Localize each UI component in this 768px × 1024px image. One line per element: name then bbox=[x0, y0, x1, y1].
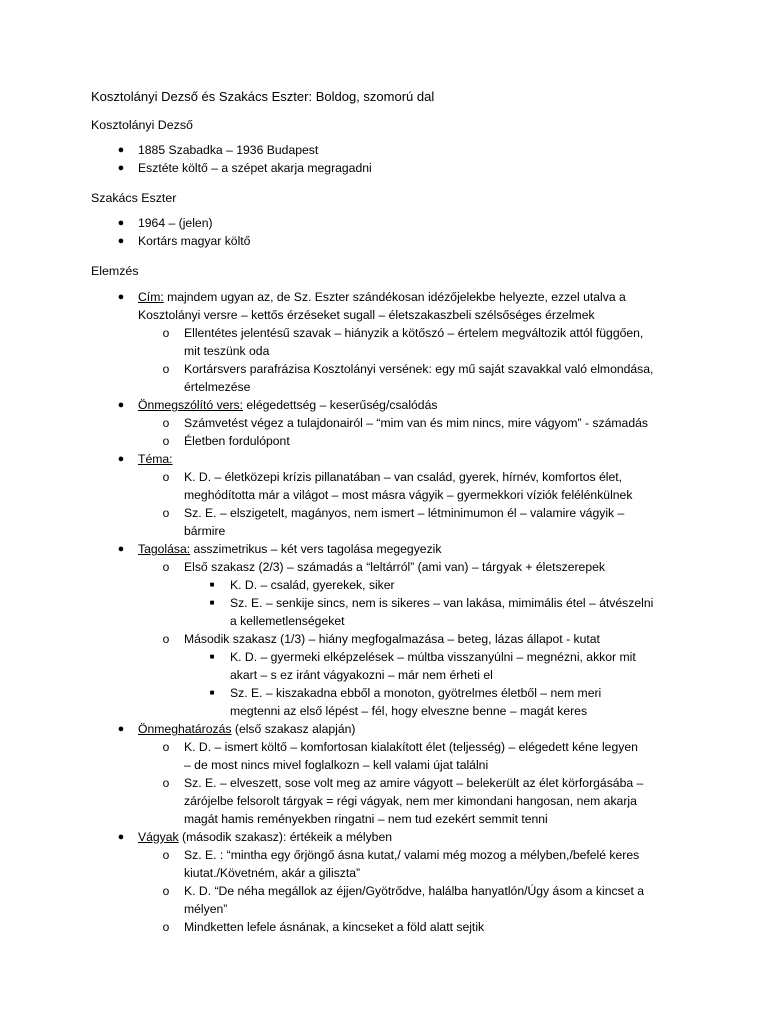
sub-item: Sz. E. – elveszett, sose volt meg az amire vágyott – belekerült az élet körforgásába – bbox=[184, 776, 644, 790]
list-item bbox=[138, 828, 392, 846]
sub-item: Sz. E. – elszigetelt, magányos, nem ismert – létminimumon él – valamire vágyik – bbox=[184, 506, 625, 520]
circle-bullet-icon: o bbox=[162, 362, 170, 376]
bullet-icon: ● bbox=[117, 723, 125, 735]
sub-item: Második szakasz (1/3) – hiány megfogalmazása – beteg, lázas állapot - kutat bbox=[184, 632, 600, 646]
sub-sub-item: K. D. – gyermeki elképzelések – múltba visszanyúlni – megnézni, akkor mit bbox=[230, 650, 636, 664]
list-item: Esztéte költő – a szépet akarja megragadni bbox=[138, 161, 372, 175]
sub-item-cont: meghódította már a világot – most másra vágyik – gyermekkori víziók felélénkülnek bbox=[184, 488, 633, 502]
sub-sub-item-cont: a kellemetlenségeket bbox=[230, 614, 345, 628]
list-item bbox=[138, 540, 441, 558]
circle-bullet-icon: o bbox=[162, 632, 170, 646]
sub-item: Sz. E. : “mintha egy őrjöngő ásna kutat,/ valami még mozog a mélyben,/befelé keres bbox=[184, 848, 640, 862]
sub-item-cont: értelmezése bbox=[184, 380, 251, 394]
sub-item: Ellentétes jelentésű szavak – hiányzik a kötőszó – értelem megváltozik attól függően, bbox=[184, 326, 644, 340]
list-item bbox=[138, 450, 173, 468]
list-item: Kortárs magyar költő bbox=[138, 234, 251, 248]
sub-sub-item-cont: megtenni az első lépést – fél, hogy elveszne benne – magát keres bbox=[230, 704, 588, 718]
square-bullet-icon: ■ bbox=[209, 580, 215, 589]
circle-bullet-icon: o bbox=[162, 848, 170, 862]
sub-item-cont: zárójelbe felsorolt tárgyak = régi vágyak, nem mer kimondani hangosan, nem akarja bbox=[184, 794, 637, 808]
circle-bullet-icon: o bbox=[162, 326, 170, 340]
list-item: 1885 Szabadka – 1936 Budapest bbox=[138, 143, 319, 157]
sub-item-cont: bármire bbox=[184, 524, 226, 538]
bullet-icon: ● bbox=[117, 291, 125, 303]
circle-bullet-icon: o bbox=[162, 416, 170, 430]
square-bullet-icon: ■ bbox=[209, 652, 215, 661]
sub-item-cont: kiutat./Követném, akár a giliszta” bbox=[184, 866, 361, 880]
sub-item: Kortársvers parafrázisa Kosztolányi versének: egy mű saját szavakkal való elmondása, bbox=[184, 362, 654, 376]
heading-elemzes: Elemzés bbox=[91, 264, 139, 278]
heading-kosztolanyi: Kosztolányi Dezső bbox=[91, 118, 193, 132]
tagolasa-text: asszimetrikus – két vers tagolása megegyezik bbox=[190, 542, 442, 556]
list-item-cont: Kosztolányi versre – kettős érzéseket sugall – életszakaszbeli szélsőséges érzelmek bbox=[138, 308, 595, 322]
sub-sub-item: Sz. E. – senkije sincs, nem is sikeres – van lakása, mimimális étel – átvészelni bbox=[230, 596, 654, 610]
onmeghatarozas-label: Önmeghatározás bbox=[138, 722, 232, 736]
sub-sub-item-cont: akart – s ez iránt vágyakozni – már nem érheti el bbox=[230, 668, 493, 682]
cim-text: majndem ugyan az, de Sz. Eszter szándékosan idézőjelekbe helyezte, ezzel utalva a bbox=[163, 290, 626, 304]
sub-item-cont: mit teszünk oda bbox=[184, 344, 270, 358]
sub-item: Számvetést végez a tulajdonairól – “mim van és mim nincs, mire vágyom” - számadás bbox=[184, 416, 648, 430]
bullet-icon: ● bbox=[117, 831, 125, 843]
onmegszolito-label: Önmegszólító vers: bbox=[138, 398, 243, 412]
circle-bullet-icon: o bbox=[162, 740, 170, 754]
onmeghatarozas-text: (első szakasz alapján) bbox=[231, 722, 356, 736]
bullet-icon: ● bbox=[117, 543, 125, 555]
list-item: 1964 – (jelen) bbox=[138, 216, 213, 230]
circle-bullet-icon: o bbox=[162, 434, 170, 448]
onmegszolito-text: elégedettség – keserűség/csalódás bbox=[243, 398, 438, 412]
cim-label: Cím: bbox=[138, 290, 164, 304]
square-bullet-icon: ■ bbox=[209, 598, 215, 607]
sub-item: Mindketten lefele ásnának, a kincseket a föld alatt sejtik bbox=[184, 920, 485, 934]
bullet-icon: ● bbox=[117, 399, 125, 411]
circle-bullet-icon: o bbox=[162, 776, 170, 790]
list-item bbox=[138, 396, 437, 414]
sub-item: K. D. “De néha megállok az éjjen/Gyötrődve, halálba hanyatlón/Úgy ásom a kincset a bbox=[184, 884, 644, 898]
tema-label: Téma: bbox=[138, 452, 173, 466]
circle-bullet-icon: o bbox=[162, 920, 170, 934]
circle-bullet-icon: o bbox=[162, 884, 170, 898]
sub-item: Első szakasz (2/3) – számadás a “leltárról” (ami van) – tárgyak + életszerepek bbox=[184, 560, 605, 574]
sub-sub-item: K. D. – család, gyerekek, siker bbox=[230, 578, 395, 592]
sub-item: K. D. – életközepi krízis pillanatában – van család, gyerek, hírnév, komfortos élet, bbox=[184, 470, 623, 484]
document-title: Kosztolányi Dezső és Szakács Eszter: Boldog, szomorú dal bbox=[91, 89, 435, 104]
bullet-icon: ● bbox=[117, 162, 125, 174]
list-item bbox=[138, 720, 355, 738]
sub-sub-item: Sz. E. – kiszakadna ebből a monoton, gyötrelmes életből – nem meri bbox=[230, 686, 602, 700]
sub-item-cont: – de most nincs mivel foglalkozn – kell valami újat találni bbox=[184, 758, 489, 772]
list-item bbox=[138, 288, 626, 306]
tagolasa-label: Tagolása: bbox=[138, 542, 191, 556]
bullet-icon: ● bbox=[117, 144, 125, 156]
sub-item-cont: mélyen” bbox=[184, 902, 228, 916]
bullet-icon: ● bbox=[117, 235, 125, 247]
square-bullet-icon: ■ bbox=[209, 688, 215, 697]
circle-bullet-icon: o bbox=[162, 470, 170, 484]
circle-bullet-icon: o bbox=[162, 506, 170, 520]
sub-item-cont: magát hamis reményekben ringatni – nem tud ezekért semmit tenni bbox=[184, 812, 548, 826]
vagyak-text: (második szakasz): értékeik a mélyben bbox=[178, 830, 393, 844]
sub-item: K. D. – ismert költő – komfortosan kialakított élet (teljesség) – elégedett kéne legyen bbox=[184, 740, 638, 754]
bullet-icon: ● bbox=[117, 217, 125, 229]
heading-szakacs: Szakács Eszter bbox=[91, 191, 177, 205]
circle-bullet-icon: o bbox=[162, 560, 170, 574]
vagyak-label: Vágyak bbox=[138, 830, 179, 844]
sub-item: Életben fordulópont bbox=[184, 434, 290, 448]
bullet-icon: ● bbox=[117, 453, 125, 465]
